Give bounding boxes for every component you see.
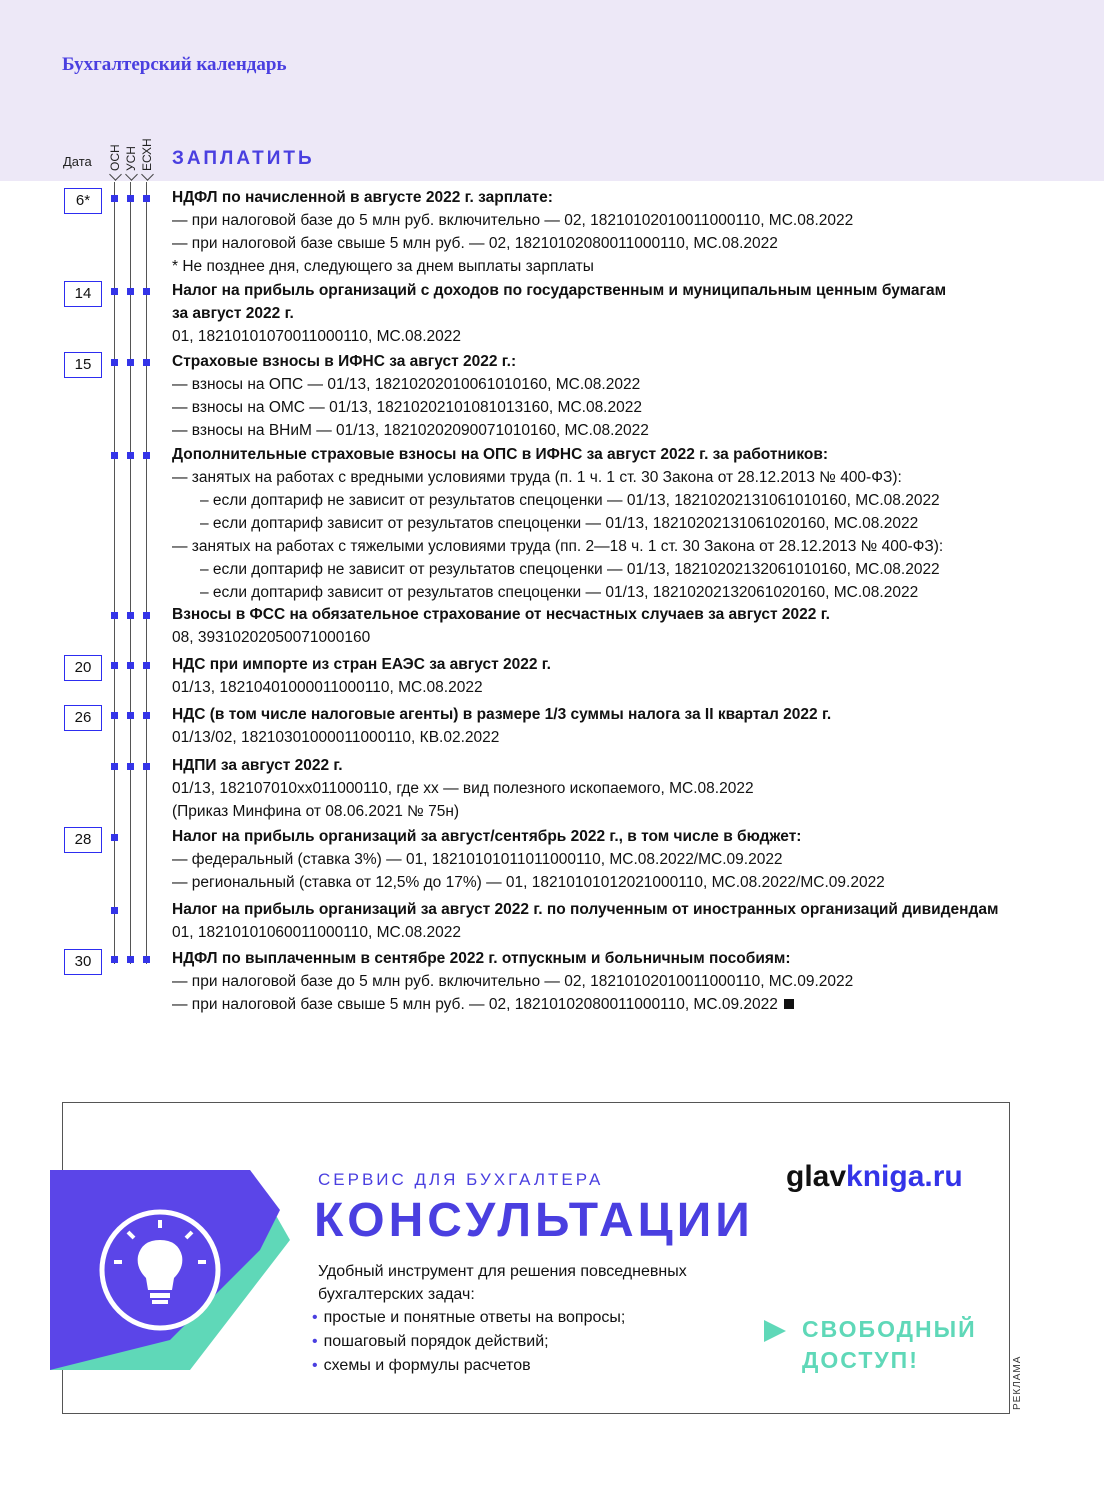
entry-line-text: — федеральный (ставка 3%) — 01, 18210101011011000110, МС.08.2022/МС.09.2022 [172,851,783,868]
entry-line-text: 01/13, 182107010xx011000110, где xx — вид полезного ископаемого, МС.08.2022 [172,780,754,797]
entry-line-text: — взносы на ВНиМ — 01/13, 18210202090071010160, МС.08.2022 [172,422,649,439]
entry-line-text: — взносы на ОМС — 01/13, 18210202101081013160, МС.08.2022 [172,399,642,416]
entry-line-text: — при налоговой базе свыше 5 млн руб. — 02, 18210102080011000110, МС.08.2022 [172,235,778,252]
entry-line [172,396,1052,419]
entry-line [172,871,1052,894]
timeline-eskhn [146,182,147,964]
ad-free-line1: СВОБОДНЫЙ [802,1316,977,1342]
regime-marker [143,763,150,770]
entry-title: НДПИ за август 2022 г. [172,757,343,774]
calendar-entry [172,603,1052,649]
entry-line-text: – если доптариф зависит от результатов спецоценки — 01/13, 18210202131061020160, МС.08.2022 [200,515,919,532]
ad-label: РЕКЛАМА [1012,1355,1023,1410]
lightbulb-icon [102,1212,218,1328]
regime-marker [111,288,118,295]
entry-line-text: 01, 18210101060011000110, МС.08.2022 [172,924,462,941]
calendar-entry [172,186,1052,278]
timeline-osn [114,182,115,964]
ad-site-link[interactable] [786,1160,963,1194]
ad-bullet-list [312,1306,625,1378]
entry-title: НДС при импорте из стран ЕАЭС за август 2022 г. [172,656,551,673]
entry-line-text: – если доптариф не зависит от результатов спецоценки — 01/13, 18210202131061010160, МС.08.2022 [200,492,940,509]
entry-line-text: – если доптариф зависит от результатов спецоценки — 01/13, 18210202132061020160, МС.08.2022 [200,584,919,601]
entry-line [172,373,1052,396]
entry-line-text: — занятых на работах с тяжелыми условиями труда (пп. 2—18 ч. 1 ст. 30 Закона от 28.12.2013 № 400-ФЗ): [172,538,944,555]
entry-title: Дополнительные страховые взносы на ОПС в ИФНС за август 2022 г. за работников: [172,446,829,463]
regime-marker [127,763,134,770]
entry-title: Взносы в ФСС на обязательное страхование от несчастных случаев за август 2022 г. [172,606,830,623]
regime-marker [143,195,150,202]
date-box: 30 [64,949,102,975]
entry-line [172,777,1052,800]
entry-line [172,800,1052,823]
regime-marker [143,359,150,366]
ad-site-part1: glav [786,1160,847,1193]
calendar-entry [172,825,1052,894]
date-box: 28 [64,827,102,853]
header-band [0,0,1104,181]
calendar-entry [172,443,1052,604]
regime-marker [143,712,150,719]
regime-marker [143,956,150,963]
ad-description: Удобный инструмент для решения повседневных бухгалтерских задач: [318,1263,687,1303]
entry-line [172,726,1052,749]
calendar-entry [172,653,1052,699]
entry-line-text: — при налоговой базе до 5 млн руб. включительно — 02, 18210102010011000110, МС.08.2022 [172,212,854,229]
regime-marker [127,359,134,366]
timeline-usn [130,182,131,964]
regime-marker [111,662,118,669]
ad-free-access[interactable] [802,1314,977,1376]
ad-bullet: • пошаговый порядок действий; [312,1330,625,1354]
ad-graphic [50,1170,290,1370]
regime-marker [111,712,118,719]
entry-line-text: — региональный (ставка от 12,5% до 17%) — 01, 18210101012021000110, МС.08.2022/МС.09.2022 [172,874,885,891]
regime-marker [127,452,134,459]
calendar-entry [172,754,1052,823]
entry-line-text: — при налоговой базе до 5 млн руб. включительно — 02, 18210102010011000110, МС.09.2022 [172,973,854,990]
entry-line [172,993,1052,1016]
entry-title: Налог на прибыль организаций с доходов по государственным и муниципальным ценным бумагам за август 2022 г. [172,282,947,322]
entry-title: НДС (в том числе налоговые агенты) в размере 1/3 суммы налога за II квартал 2022 г. [172,706,832,723]
regime-marker [143,612,150,619]
ad-free-line2: ДОСТУП! [802,1347,919,1373]
entry-line-text: — при налоговой базе свыше 5 млн руб. — 02, 18210102080011000110, МС.09.2022 [172,996,778,1013]
calendar-entry [172,279,1052,348]
entry-line [172,232,1052,255]
entry-line [172,626,1052,649]
entry-title: Страховые взносы в ИФНС за август 2022 г.: [172,353,517,370]
ad-bullet: • схемы и формулы расчетов [312,1354,625,1378]
entry-line-text: 01/13, 18210401000011000110, МС.08.2022 [172,679,483,696]
entry-title: Налог на прибыль организаций за август 2022 г. по полученным от иностранных организаций дивидендам [172,901,999,918]
regime-marker [111,359,118,366]
entry-line [172,535,1052,558]
entry-line [172,255,1052,278]
entry-line [172,558,1052,581]
regime-marker [127,712,134,719]
regime-marker [111,612,118,619]
entry-line [172,970,1052,993]
ad-kicker: СЕРВИС ДЛЯ БУХГАЛТЕРА [318,1170,604,1189]
entry-line [172,209,1052,232]
calendar-entry [172,350,1052,442]
entry-line-text: – если доптариф не зависит от результатов спецоценки — 01/13, 18210202132061010160, МС.08.2022 [200,561,940,578]
date-box: 26 [64,705,102,731]
regime-marker [111,907,118,914]
regime-marker [127,195,134,202]
entry-line-text: 08, 39310202050071000160 [172,629,371,646]
regime-marker [127,662,134,669]
calendar-entry [172,947,1052,1016]
regime-marker [111,834,118,841]
entry-line [172,676,1052,699]
entry-line [172,581,1052,604]
section-title: ЗАПЛАТИТЬ [172,148,315,169]
entry-line-text: * Не позднее дня, следующего за днем выплаты зарплаты [172,258,594,275]
date-box: 14 [64,281,102,307]
regime-marker [143,662,150,669]
ad-title: КОНСУЛЬТАЦИИ [314,1194,754,1247]
entry-line [172,512,1052,535]
entry-title: Налог на прибыль организаций за август/сентябрь 2022 г., в том числе в бюджет: [172,828,802,845]
date-box: 20 [64,655,102,681]
play-arrow-icon [764,1320,786,1342]
regime-marker [143,288,150,295]
column-header-usn: УСН [124,146,138,171]
entry-line-text: 01, 18210101070011000110, МС.08.2022 [172,328,462,345]
entry-title: НДФЛ по выплаченным в сентябре 2022 г. отпускным и больничным пособиям: [172,950,791,967]
calendar-entry [172,703,1052,749]
page-title: Бухгалтерский календарь [62,54,287,75]
regime-marker [127,612,134,619]
date-box: 15 [64,352,102,378]
column-header-osn: ОСН [108,144,122,171]
entry-line-text: 01/13/02, 18210301000011000110, КВ.02.2022 [172,729,500,746]
entry-line-text: (Приказ Минфина от 08.06.2021 № 75н) [172,803,460,820]
entry-title: НДФЛ по начисленной в августе 2022 г. зарплате: [172,189,553,206]
entry-line [172,419,1052,442]
calendar-entry [172,898,1052,944]
entry-line-text: — взносы на ОПС — 01/13, 18210202010061010160, МС.08.2022 [172,376,641,393]
entry-line [172,325,1052,348]
regime-marker [111,452,118,459]
date-box: 6* [64,188,102,214]
ad-site-part2: kniga.ru [846,1160,963,1193]
regime-marker [111,956,118,963]
entry-line [172,489,1052,512]
regime-marker [111,763,118,770]
column-header-date: Дата [63,154,92,169]
entry-line [172,921,1052,944]
entry-line [172,466,1052,489]
end-square-icon [784,999,794,1009]
regime-marker [127,288,134,295]
ad-bullet: • простые и понятные ответы на вопросы; [312,1306,625,1330]
entry-line-text: — занятых на работах с вредными условиями труда (п. 1 ч. 1 ст. 30 Закона от 28.12.2013 № 400-ФЗ): [172,469,902,486]
regime-marker [111,195,118,202]
entry-line [172,848,1052,871]
regime-marker [127,956,134,963]
regime-marker [143,452,150,459]
